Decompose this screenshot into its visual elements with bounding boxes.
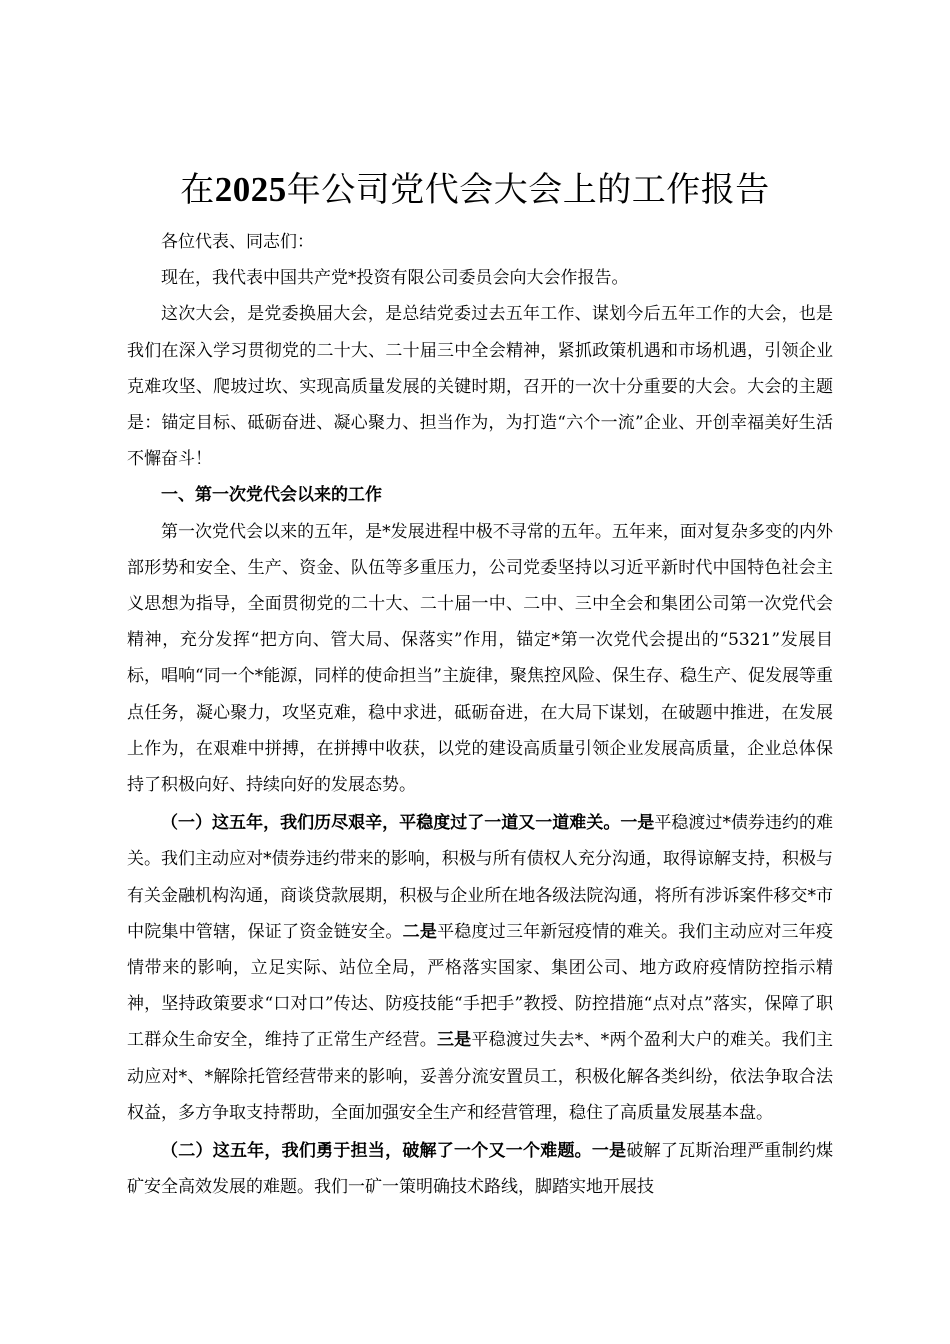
hardships-paragraph [127,805,833,1131]
hardships-lead: （一）这五年，我们历尽艰辛，平稳度过了一道又一道难关。 [161,813,621,834]
five-years-paragraph: 第一次党代会以来的五年，是*发展进程中极不寻常的五年。五年来，面对复杂多变的内外部形势和安全、生产、资金、队伍等多重压力，公司党委坚持以习近平新时代中国特色社会主义思想为指导，全面贯彻党的二十大、二十届一中、二中、三中全会和集团公司第一次党代会精神，充分发挥“把方向、管大局、保落实”作用，锚定*第一次党代会提出的“5321”发展目标，唱响“同一个*能源，同样的使命担当”主旋律，聚焦控风险、保生存、稳生产、促发展等重点任务，凝心聚力，攻坚克难，稳中求进，砥砺奋进，在大局下谋划，在破题中推进，在发展上作为，在艰难中拼搏，在拼搏中收获，以党的建设高质量引领企业发展高质量，企业总体保持了积极向好、持续向好的发展态势。 [127,521,833,796]
challenge-one-text: 破解了瓦斯治理严重制约煤矿安全高效发展的难题。我们一矿一策明确技术路线，脚踏实地开展技 [127,1141,834,1198]
point-three-label: 三是 [436,1030,472,1051]
title-suffix: 年公司党代会大会上的工作报告 [286,170,770,210]
challenges-paragraph [127,1133,833,1205]
point-three-text: 平稳渡过失去*、*两个盈利大户的难关。我们主动应对*、*解除托管经营带来的影响，妥善分流安置员工，积极化解各类纠纷，依法争取合法权益，多方争取支持帮助，全面加强安全生产和经营管理，稳住了高质量发展基本盘。 [127,1030,834,1123]
page-title [0,166,950,214]
conference-paragraph: 这次大会，是党委换届大会，是总结党委过去五年工作、谋划今后五年工作的大会，也是我们在深入学习贯彻党的二十大、二十届三中全会精神，紧抓政策机遇和市场机遇，引领企业克难攻坚、爬坡过坎、实现高质量发展的关键时期，召开的一次十分重要的大会。大会的主题是：锚定目标、砥砺奋进、凝心聚力、担当作为，为打造“六个一流”企业、开创幸福美好生活不懈奋斗！ [127,304,833,470]
title-prefix: 在 [180,170,215,210]
challenges-lead: （二）这五年，我们勇于担当，破解了一个又一个难题。 [161,1141,592,1162]
intro-paragraph: 现在，我代表中国共产党*投资有限公司委员会向大会作报告。 [161,268,629,289]
salutation: 各位代表、同志们： [161,232,314,252]
title-year: 2025 [214,170,287,209]
point-two-text: 平稳度过三年新冠疫情的难关。我们主动应对三年疫情带来的影响，立足实际、站位全局，严格落实国家、集团公司、地方政府疫情防控指示精神，坚持政策要求“口对口”传达、防疫技能“手把手”教授、防控措施“点对点”落实，保障了职工群众生命安全，维持了正常生产经营。 [127,921,834,1051]
point-one-label: 一是 [620,813,655,834]
point-one-text: 平稳渡过*债券违约的难关。我们主动应对*债券违约带来的影响，积极与所有债权人充分沟通，取得谅解支持，积极与有关金融机构沟通，商谈贷款展期，积极与企业所在地各级法院沟通，将所有涉诉案件移交*市中院集中管辖，保证了资金链安全。 [127,813,834,942]
section-heading: 一、第一次党代会以来的工作 [161,485,382,506]
point-two-label: 二是 [402,921,438,942]
report-body [127,224,833,1205]
challenge-one-label: 一是 [591,1141,627,1162]
